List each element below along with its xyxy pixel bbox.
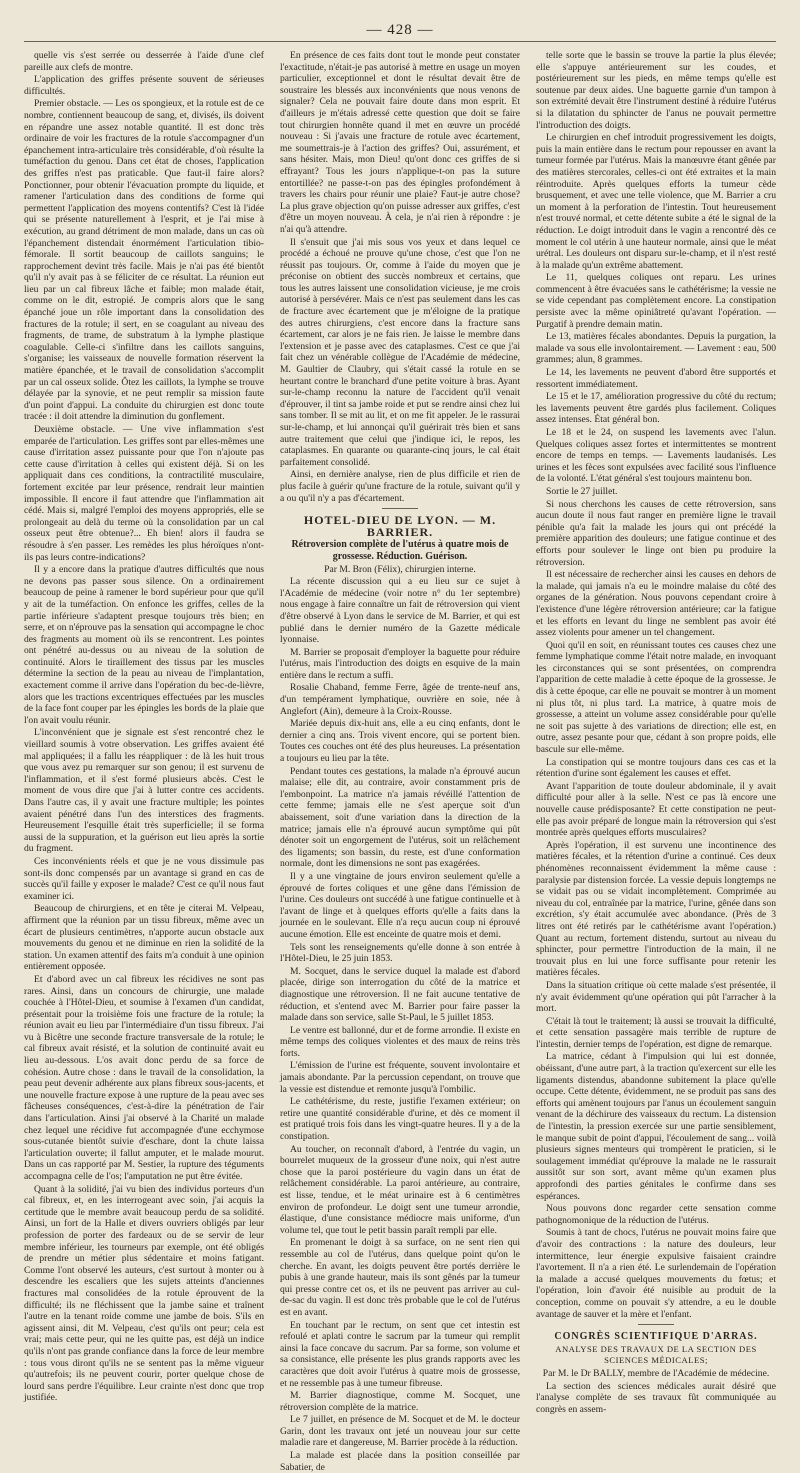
section-title-congres: CONGRÈS SCIENTIFIQUE D'ARRAS.	[554, 1331, 758, 1343]
paragraph: telle sorte que le bassin se trouve la partie la plus élevée; elle s'appuye antérieurement sur les coudes, et postérieurement sur les pieds, en même temps qu'elle est soutenue par deux aides. Une baguette garnie d'un tampon à son extrémité devait être l'instrument destiné à réduire l'utérus si la dilatation du sphincter de l'anus ne pouvait permettre l'introduction des doigts.	[536, 50, 776, 131]
paragraph: La malade est placée dans la position conseillée par Sabatier, de	[280, 1450, 520, 1473]
paragraph: Ces inconvénients réels et que je ne vous dissimule pas sont-ils donc compensés par un avantage si grand en cas de succès qu'il faille y exposer le malade? C'est ce qu'il nous faut examiner ici.	[24, 855, 264, 902]
paragraph: Deuxième obstacle. — Une vive inflammation s'est emparée de l'articulation. Les griffes sont par elles-mêmes une cause d'irritation assez puissante pour que l'on n'ajoute pas cette cause d'irritation à celles qui existent déjà. Si on les appliquait dans ces conditions, la contractilité musculaire, fortement excitée par leur présence, rendrait leur maintien impossible. Il encore il faut attendre que l'inflammation ait cédé. Mais si, malgré l'emploi des moyens appropriés, elle se prolongeait au delà du terme où la consolidation par un cal osseux peut être obtenue?... Eh bien! alors il faudra se résoudre à s'en passer. Les remèdes les plus héroïques n'ont-ils pas leurs contre-indications?	[24, 424, 264, 563]
paragraph: Quant à la solidité, j'ai vu bien des individus porteurs d'un cal fibreux, et, en les interrogeant avec soin, j'ai acquis la certitude que le membre avait beaucoup perdu de sa solidité. Ainsi, un fort de la Halle et divers ouvriers obligés par leur profession de porter des fardeaux ou de se servir de leur membre inférieur, les tourneurs par exemple, ont été obligés de prendre un métier plus sédentaire et moins fatigant. Comme l'ont observé les auteurs, c'est surtout à monter ou à descendre les escaliers que les sujets atteints d'anciennes fractures mal consolidées de la rotule éprouvent de la difficulté; ils ne fléchissent que la jambe saine et traînent l'autre en la tenant roide comme une jambe de bois. S'ils en agissent ainsi, dit M. Velpeau, c'est qu'ils ont peur; cela est vrai; mais cette peur, qui ne les quitte pas, est déjà un indice qu'ils n'ont pas grande confiance dans la force de leur membre : tous vous diront qu'ils ne se sentent pas la même vigueur qu'autrefois; ils ne peuvent courir, porter quelque chose de lourd sans perdre l'équilibre. Leur crainte n'est donc que trop justifiée.	[24, 1183, 264, 1404]
paragraph: Nous pouvons donc regarder cette sensation comme pathognomonique de la réduction de l'utérus.	[536, 1203, 776, 1226]
paragraph: M. Socquet, dans le service duquel la malade est d'abord placée, dirige son interrogation du côté de la matrice et diagnostique une rétroversion. Il ne fait aucune tentative de réduction, et s'entend avec M. Barrier pour faire passer la malade dans son service, salle St-Paul, le 5 juillet 1853.	[280, 965, 520, 1024]
paragraph: Si nous cherchons les causes de cette rétroversion, sans aucun doute il nous faut ranger en première ligne le travail pénible qu'a fait la malade les jours qui ont précédé la première apparition des douleurs; une fatigue continue et des efforts pour soulever le linge ont bien pu produire la rétroversion.	[536, 498, 776, 568]
paragraph: Le chirurgien en chef introduit progressivement les doigts, puis la main entière dans le rectum pour repousser en avant la tumeur formée par l'utérus. Mais la manœuvre étant gênée par des matières stercorales, celles-ci ont été extraites et la main réintroduite. Après quelques efforts la tumeur cède brusquement, et avec une telle violence, que M. Barrier a cru un moment à la perforation de l'intestin. Tout heureusement n'est trouvé normal, et cette détente subite a été le signal de la réduction. Le doigt introduit dans le vagin a rencontré dès ce moment le col utérin à une hauteur normale, ainsi que le méat urétral. Les douleurs ont disparu sur-le-champ, et il n'est resté à la malade qu'un extrême abattement.	[536, 132, 776, 271]
column-2	[280, 50, 520, 1473]
section-author: Par M. Bron (Félix), chirurgien interne.	[324, 563, 476, 575]
paragraph: En touchant par le rectum, on sent que cet intestin est refoulé et aplati contre le sacrum par la tumeur qui remplit ainsi la face concave du sacrum. Par sa forme, son volume et sa consistance, elle présente les plus grands rapports avec les caractères que doit avoir l'utérus à quatre mois de grossesse, et ne ressemble pas à une tumeur fibreuse.	[280, 1319, 520, 1389]
paragraph: quelle vis s'est serrée ou desserrée à l'aide d'une clef pareille aux clefs de montre.	[24, 50, 264, 73]
paragraph: Beaucoup de chirurgiens, et en tête je citerai M. Velpeau, affirment que la réunion par un tissu fibreux, même avec un écart de plusieurs centimètres, n'apporte aucun obstacle aux mouvements du genou et ne diminue en rien la solidité de la station. Un examen attentif des faits m'a conduit à une opinion entièrement opposée.	[24, 903, 264, 973]
paragraph: La matrice, cédant à l'impulsion qui lui est donnée, obéissant, d'une autre part, à la traction qu'exercent sur elle les ligaments distendus, abandonne subitement la place qu'elle occupe. Cette détente, évidemment, ne se produit pas sans des efforts qui amènent toujours par l'anus un écoulement sanguin venant de la déchirure des vaisseaux du rectum. La distension de l'intestin, la pression exercée sur une partie sensiblement, le manque subit de point d'appui, l'écoulement de sang... voilà plusieurs signes menteurs qui trompèrent le praticien, si le soulagement immédiat qu'éprouve la malade ne le rassurait aussitôt sur son sort, avant même qu'un examen plus approfondi des parties génitales le confirme dans ses espérances.	[536, 1051, 776, 1202]
paragraph: La constipation qui se montre toujours dans ces cas et la rétention d'urine sont également les causes et effet.	[536, 756, 776, 780]
columns	[24, 50, 776, 1473]
paragraph: L'émission de l'urine est fréquente, souvent involontaire et jamais abondante. Par la percussion cependant, on trouve que la vessie est distendue et remonte jusqu'à l'ombilic.	[280, 1060, 520, 1095]
section-subtitle-analyse: ANALYSE DES TRAVAUX DE LA SECTION DES SCIENCES MÉDICALES;	[555, 1343, 757, 1366]
paragraph: En promenant le doigt à sa surface, on ne sent rien qui ressemble au col de l'utérus, dans quelque point qu'on le cherche. En avant, les doigts peuvent être portés derrière le pubis à une grande hauteur, mais ils sont gênés par la tumeur qui presse contre cet os, et ils ne peuvent pas arriver au cul-de-sac du vagin. Il est donc très probable que le col de l'utérus est en avant.	[280, 1237, 520, 1318]
paragraph: Ainsi, en dernière analyse, rien de plus difficile et rien de plus facile à guérir qu'une fracture de la rotule, suivant qu'il y a ou qu'il n'y a pas d'écartement.	[280, 469, 520, 504]
paragraph: Soumis à tant de chocs, l'utérus ne pouvait moins faire que d'avoir des contractions : la nature des douleurs, leur intermittence, leur énergie expulsive faisaient craindre l'avortement. Il n'a a rien été. Le surlendemain de l'opération la malade a accusé quelques mouvements du fœtus; et l'opération, loin d'avoir été nuisible au produit de la conception, comme on pouvait s'y attendre, a eu le double avantage de sauver et la mère et l'enfant.	[536, 1227, 776, 1320]
paragraph: Il y a encore dans la pratique d'autres difficultés que nous ne devons pas passer sous silence. On a ordinairement beaucoup de peine à ramener le bord supérieur pour que qu'il y ait de la tuméfaction. On enfonce les griffes, celles de la partie inférieure s'adaptent presque toujours très bien; en serre, et on n'éprouve pas la sensation qui accompagne le choc des fragments au moment où ils se rencontrent. Les pointes ont pénétré au-dessus ou au niveau de la solution de continuité. Alors le tiraillement des tissus par les muscles détermine la section de la peau au niveau de l'implantation, exactement comme il arrive dans l'opération du bec-de-lièvre, alors que les tractions excentriques effectuées par les muscles de la face font couper par les épingles les bords de la plaie que l'on avait voulu réunir.	[24, 564, 265, 726]
paragraph: Le 18 et le 24, on suspend les lavements avec l'alun. Quelques coliques assez fortes et intermittentes se montrent encore de temps en temps. — Lavements laudanisés. Les urines et les fèces sont expulsées avec facilité sous l'influence de la volonté. L'état général s'est toujours maintenu bon.	[536, 427, 776, 485]
paragraph: Quoi qu'il en soit, en réunissant toutes ces causes chez une femme lymphatique comme l'était notre malade, en invoquant les circonstances qui se sont présentées, on comprendra l'apparition de cette maladie à cette époque de la grossesse. Je dis à cette époque, car elle ne pouvait se montrer à un moment ni plus tôt, ni plus tard. La matrice, à quatre mois de grossesse, a atteint un volume assez considérable pour qu'elle ne soit pas sujette à des variations de direction; elle est, en outre, assez pesante pour que, cédant à son propre poids, elle bascule sur elle-même.	[536, 639, 776, 756]
paragraph: Premier obstacle. — Les os spongieux, et la rotule est de ce nombre, contiennent beaucoup de sang, et, divisés, ils doivent en répandre une assez notable quantité. Il est donc très ordinaire de voir les fractures de la rotule s'accompagner d'un épanchement intra-articulaire très considérable, d'où résulte la tuméfaction du genou. Dans cet état de choses, l'application des griffes n'est pas praticable. Que faut-il faire alors? Ponctionner, pour obtenir l'évacuation prompte du liquide, et ramener l'articulation dans des conditions de forme qui permettent l'application des moyens contentifs? C'est là l'idée qui se présente naturellement à l'esprit, et je l'ai mise à exécution, au grand détriment de mon malade, dans un cas où l'épanchement distendait énormément l'articulation tibio-fémorale. Il sortit beaucoup de caillots sanguins; le rapprochement devint très facile. Mais je n'ai pas été bientôt qu'il n'y avait pas à se féliciter de ce résultat. La réunion eut lieu par un cal fibreux lâche et faible; mon malade était, comme on le dit, estropié. Je compris alors que le sang épanché joue un rôle important dans la consolidation des fractures de la rotule; il sert, en se coagulant au niveau des fragments, de trame, de substratum à la lymphe plastique coagulable. Celle-ci s'infiltre dans les caillots sanguins, s'organise; les vaisseaux de nouvelle formation réservent la matière épanchée, et le travail de consolidation s'accomplit par un cal osseux solide. Ôtez les caillots, la lymphe se trouve délayée par la synovie, et ne peut remplir sa mission faute d'un point d'appui. La conduite du chirurgien est donc toute tracée : il doit attendre la diminution du gonflement.	[24, 98, 264, 423]
paragraph: Dans la situation critique où cette malade s'est présentée, il n'y avait évidemment qu'une opération qui pût l'arracher à la mort.	[536, 979, 776, 1015]
column-1	[24, 50, 264, 1473]
header-rule	[24, 41, 776, 42]
section-subtitle-retroversion: Rétroversion complète de l'utérus à quatre mois de grossesse. Réduction. Guérison.	[291, 539, 509, 562]
paragraph: L'inconvénient que je signale est s'est rencontré chez le vieillard soumis à votre observation. Les griffes avaient été mal appliquées; il a fallu les réappliquer : de là les huit trous que vous avez pu remarquer sur son genou; il est survenu de l'inflammation, et il s'est formé plusieurs abcès. C'est le moment de vous dire que j'ai à lutter contre ces accidents. Dans l'autre cas, il y avait une fracture multiple; les pointes avaient pénétré dans l'un des interstices des fragments. Heureusement l'esquille était très superficielle; il se forma aussi de la suppuration, et la guérison eut lieu après la sortie du fragment.	[24, 727, 264, 855]
paragraph: Le cathétérisme, du reste, justifie l'examen extérieur; on retire une quantité considérable d'urine, et dès ce moment il est pratiqué trois fois dans les vingt-quatre heures. Il y a de la constipation.	[280, 1096, 520, 1143]
paragraph: Tels sont les renseignements qu'elle donne à son entrée à l'Hôtel-Dieu, le 25 juin 1853.	[280, 941, 520, 965]
paragraph: M. Barrier diagnostique, comme M. Socquet, une rétroversion complète de la matrice.	[280, 1390, 520, 1413]
paragraph: Pendant toutes ces gestations, la malade n'a éprouvé aucun malaise; elle dit, au contraire, avoir constamment pris de l'embonpoint. La matrice n'a jamais révéillé l'attention de cette femme; jamais elle ne s'est aperçue soit d'un abaissement, soit d'une variation dans la direction de la matrice; jamais elle n'a éprouvé aucun symptôme qui pût dénoter soit un engorgement de l'utérus, soit un relâchement des ligaments; son bassin, du reste, est d'une conformation normale, dont les dimensions ne sont pas exagérées.	[280, 765, 520, 870]
paragraph: Le 15 et le 17, amélioration progressive du côté du rectum; les lavements peuvent être gardés plus facilement. Coliques assez intenses. État général bon.	[536, 391, 776, 426]
paragraph: L'application des griffes présente souvent de sérieuses difficultés.	[24, 74, 264, 97]
paragraph: M. Barrier se proposait d'employer la baguette pour réduire l'utérus, mais l'introduction des doigts en esquive de la main entière dans le rectum a suffi.	[280, 646, 520, 681]
paragraph: Après l'opération, il est survenu une incontinence des matières fécales, et la rétention d'urine a continué. Ces deux phénomènes reconnaissent évidemment la même cause : paralysie par distension forcée. La vessie depuis longtemps ne se vidait pas ou se vidait incomplètement. Comprimée au niveau du col, entraînée par la matrice, l'urine, gênée dans son excrétion, s'y était accumulée avec abondance. (Près de 3 litres ont été retirés par le cathétérisme avant l'opération.) Quant au rectum, fortement distendu, surtout au niveau du sphincter, pour permettre l'introduction de la main, il ne trouvait plus en lui une force suffisante pour retenir les matières fécales.	[536, 839, 776, 979]
column-3	[536, 50, 776, 1473]
paragraph: Mariée depuis dix-huit ans, elle a eu cinq enfants, dont le dernier a cinq ans. Trois vivent encore, qui se portent bien. Toutes ces couches ont été des plus heureuses. La présentation a toujours eu lieu par la tête.	[280, 718, 520, 765]
paragraph: Sortie le 27 juillet.	[546, 485, 618, 497]
section-divider	[638, 1324, 674, 1325]
paragraph: La récente discussion qui a eu lieu sur ce sujet à l'Académie de médecine (voir notre n° du 1er septembre) nous engage à faire connaître un fait de rétroversion qui vient d'être observé à Lyon dans le service de M. Barrier, et qui est publié dans le dernier numéro de la Gazette médicale lyonnaise.	[280, 576, 520, 646]
paragraph: Rosalie Chaband, femme Ferre, âgée de trente-neuf ans, d'un tempérament lymphatique, ouvrière en soie, née à Anglefort (Ain), demeure à la Croix-Rousse.	[280, 682, 520, 717]
paragraph: Au toucher, on reconnaît d'abord, à l'entrée du vagin, un bourrelet muqueux de la grosseur d'une noix, qui n'est autre chose que la paroi postérieure du vagin dans un état de relâchement considérable. La paroi antérieure, au contraire, est lisse, tendue, et le méat urinaire est à 6 centimètres environ de profondeur. Le doigt sent une tumeur arrondie, élastique, d'une consistance médiocre mais uniforme, d'un volume tel, que tout le petit bassin paraît rempli par elle.	[280, 1143, 520, 1236]
section-title-hotel-dieu: HOTEL-DIEU DE LYON. — M. BARRIER.	[303, 513, 497, 539]
paragraph: Il est nécessaire de rechercher ainsi les causes en dehors de la malade, qui jamais n'a eu le moindre malaise du côté des organes de la génération. Nous pouvons cependant croire à l'existence d'une légère rétroversion antérieure; car la fatigue et les efforts en levant du linge ne semblent pas avoir été assez violents pour amener un tel changement.	[536, 569, 776, 639]
paragraph: Avant l'apparition de toute douleur abdominale, il y avait difficulté pour aller à la selle. N'est ce pas là encore une nouvelle cause prédisposante? Et cette constipation ne peut-elle pas avoir préparé de longue main la rétroversion qui s'est montrée après quelques efforts musculaires?	[536, 780, 776, 839]
section-author-bally: Par M. le Dr BALLY, membre de l'Académie de médecine.	[542, 1367, 770, 1379]
paragraph: C'était là tout le traitement; là aussi se trouvait la difficulté, et cette sensation passagère mais terrible de rupture de l'intestin, dernier temps de l'opération, est digne de remarque.	[536, 1015, 776, 1050]
paragraph: La section des sciences médicales aurait désiré que l'analyse complète de ses travaux fût communiquée au congrès en assem-	[536, 1380, 776, 1415]
paragraph: Le 7 juillet, en présence de M. Socquet et de M. le docteur Garin, dont les travaux ont jeté un nouveau jour sur cette maladie rare et dangereuse, M. Barrier procède à la réduction.	[280, 1414, 520, 1449]
paragraph: Le 13, matières fécales abondantes. Depuis la purgation, la malade va sous elle involontairement. — Lavement : eau, 500 grammes; alun, 8 grammes.	[536, 331, 776, 366]
paragraph: Il s'ensuit que j'ai mis sous vos yeux et dans lequel ce procédé a échoué ne prouve qu'une chose, c'est que l'on ne réussit pas toujours. Or, comme à l'aide du moyen que je préconise on obtient des succès nombreux et certains, que tous les autres laissent une consolidation vicieuse, je me crois autorisé à persévérer. Mais ce n'est pas seulement dans les cas de fracture avec écartement que je m'éloigne de la pratique des autres chirurgiens, c'est encore dans la fracture sans écartement, car alors je ne fais rien. Je laisse le membre dans l'extension et je passe avec des cataplasmes. C'est ce que j'ai fait chez un vénérable collègue de l'Académie de médecine, M. Gaultier de Claubry, qui s'était cassé la rotule en se heurtant contre le branchard d'une petite voiture à bras. Ayant sur-le-champ reconnu la nature de l'accident qu'il venait d'éprouver, il tint sa jambe roide et put se rendre ainsi chez lui sans tomber. Il se mit au lit, et on me fit appeler. Je le rassurai sur-le-champ, et lui annonçai qu'il guérirait très bien et sans autre traitement que celui que j'indique ici, le repos, les cataplasmes. En quarante ou quarante-cinq jours, le cal était parfaitement consolidé.	[280, 236, 520, 468]
paragraph: Il y a une vingtaine de jours environ seulement qu'elle a éprouvé de fortes coliques et une gêne dans l'émission de l'urine. Ces douleurs ont succédé à une fatigue continuelle et à l'avant de linge et à quelques efforts qu'elle a faits dans la journée en le soulevant. Elle n'a reçu aucun coup ni éprouvé aucune émotion. Elle est enceinte de quatre mois et demi.	[280, 870, 520, 940]
paragraph: Le 14, les lavements ne peuvent d'abord être supportés et ressortent immédiatement.	[536, 367, 776, 390]
paragraph: Le ventre est ballonné, dur et de forme arrondie. Il existe en même temps des coliques violentes et des maux de reins très forts.	[280, 1024, 520, 1059]
paragraph: En présence de ces faits dont tout le monde peut constater l'exactitude, n'était-je pas autorisé à mettre en usage un moyen particulier, exceptionnel et dont le résultat devait être de soustraire les blessés aux inconvénients que nous venons de signaler? Cela ne pouvait faire doute dans mon esprit. Et d'ailleurs je m'étais adressé cette question que doit se faire tout chirurgien honnête quand il met en œuvre un procédé nouveau : Si j'avais une fracture de rotule avec écartement, me soumettrais-je à l'action des griffes? Oui, assurément, et sans hésiter. Mais, mon Dieu! qu'ont donc ces griffes de si effrayant? Tous les jours n'applique-t-on pas la suture entortillée? ne passe-t-on pas des épingles profondément à travers les chairs pour réunir une plaie? Faut-je autre chose? La plus grave objection qu'on puisse adresser aux griffes, c'est d'être un moyen nouveau. À cela, je n'ai rien à répondre : je n'ai qu'à attendre.	[280, 50, 520, 235]
page-number: — 428 —	[366, 22, 434, 38]
section-divider	[382, 508, 418, 509]
paragraph: Et d'abord avec un cal fibreux les récidives ne sont pas rares. Ainsi, dans un concours de chirurgie, une malade couchée à l'Hôtel-Dieu, et soumise à l'examen d'un candidat, présentait pour la troisième fois une fracture de la rotule; la réunion avait eu lieu par l'intermédiaire d'un tissu fibreux. J'ai vu à Bicêtre une seconde fracture transversale de la rotule; le cal fibreux avait résisté, et la solution de continuité avait eu lieu au-dessous. L'os avait donc perdu de sa force de cohésion. Autre chose : dans le travail de la consolidation, la peau peut devenir adhérente aux plans fibreux sous-jacents, et une nouvelle fracture expose à une rupture de la peau avec ses fâcheuses conséquences, c'est-à-dire la pénétration de l'air dans l'articulation. Ainsi j'ai observé à la Charité un malade chez lequel une récidive fut accompagnée d'une ecchymose sous-cutanée bientôt suivie d'eschare, dont la chute laissa l'articulation ouverte; il fallut amputer, et le malade mourut. Dans un cas rapporté par M. Sestier, la rupture des téguments accompagna celle de l'os; l'amputation ne put être évitée.	[24, 973, 264, 1182]
paragraph: Le 11, quelques coliques ont reparu. Les urines commencent à être évacuées sans le cathétérisme; la vessie ne se vide cependant pas complètement encore. La constipation persiste avec la même opiniâtreté qu'avant l'opération. — Purgatif à prendre demain matin.	[536, 272, 776, 330]
